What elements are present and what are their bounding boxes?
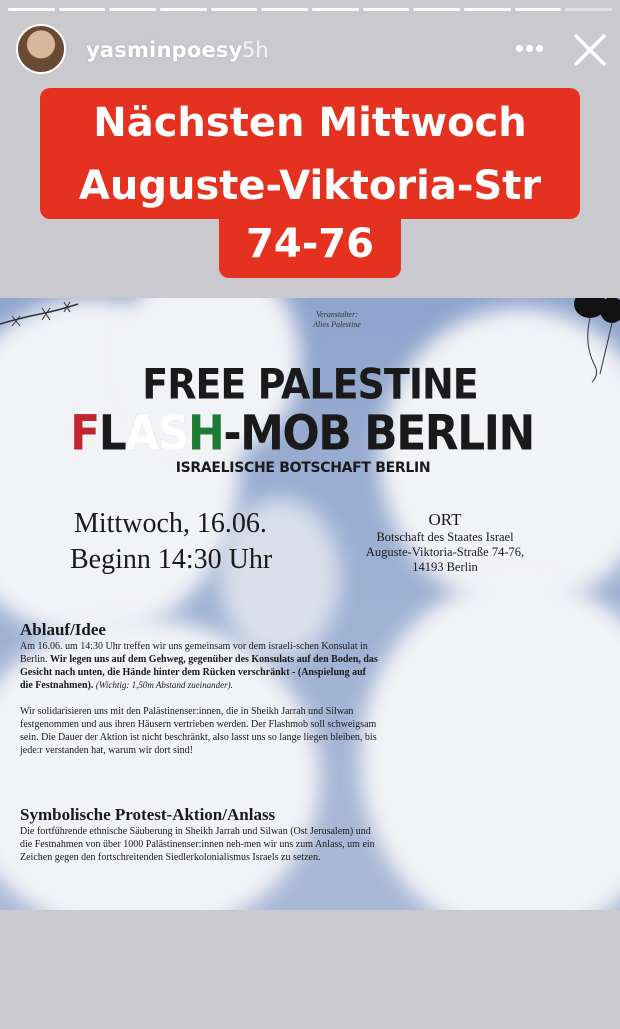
progress-segment <box>413 8 460 11</box>
story-background[interactable] <box>0 910 620 1029</box>
progress-segment <box>312 8 359 11</box>
progress-segment <box>211 8 258 11</box>
section-anlass <box>20 805 380 864</box>
flyer-image <box>0 298 620 910</box>
text-sticker-line-3: 74-76 <box>219 216 401 278</box>
avatar[interactable] <box>16 24 66 74</box>
barbed-wire-icon <box>0 300 80 330</box>
section-paragraph: Die fortführende ethnische Säuberung in Sheikh Jarrah und Silwan (Ost Jerusalem) und die Festnahmen von über 1000 Palästinenser:innen neh-men wir uns zum Anlass, um ein Zeichen gegen den fortschreitenden Siedlerkolonialismus Israels zu setzen. <box>20 826 375 863</box>
title-letter: A <box>125 405 158 462</box>
close-icon[interactable] <box>570 30 610 70</box>
event-date: Mittwoch, 16.06. <box>74 508 267 539</box>
title-letter: F <box>70 405 99 462</box>
more-options-icon[interactable]: ••• <box>514 33 546 63</box>
progress-segment <box>515 8 562 11</box>
story-progress-bar <box>8 8 612 11</box>
paragraph-note: (Wichtig: 1,50m Abstand zueinander). <box>95 680 233 690</box>
title-letter: H <box>188 405 224 462</box>
flyer-subtitle: ISRAELISCHE BOTSCHAFT BERLIN <box>175 460 431 476</box>
location-line: 14193 Berlin <box>412 560 478 574</box>
progress-segment <box>160 8 207 11</box>
text-sticker-line-1: Nächsten Mittwoch <box>40 88 580 156</box>
event-start-time: Beginn 14:30 Uhr <box>70 544 273 575</box>
location-line: Auguste-Viktoria-Straße 74-76, <box>365 545 525 559</box>
paragraph-text: Am 16.06. um 14:30 Uhr treffen wir uns gemeinsam vor dem israeli-schen Konsulat in Berlin. <box>20 641 368 665</box>
title-letter: S <box>157 405 189 462</box>
section-ablauf <box>20 620 380 757</box>
location-block <box>330 510 560 575</box>
title-letter: L <box>98 405 126 462</box>
organizer-name: Alies Palestine <box>313 320 361 329</box>
location-heading: ORT <box>428 510 462 529</box>
paragraph-bold-text: Wir legen uns auf dem Gehweg, gegenüber des Konsulats auf den Boden, das Gesicht nach unten, die Hände hinter dem Rücken verschränkt - (Anspielung auf die Festnahmen). <box>20 654 378 691</box>
section-heading: Ablauf/Idee <box>20 620 106 639</box>
progress-segment <box>59 8 106 11</box>
flyer-title-line-2 <box>0 405 604 461</box>
progress-segment <box>109 8 156 11</box>
progress-segment <box>363 8 410 11</box>
text-sticker-line-2: Auguste-Viktoria-Str <box>40 155 580 219</box>
section-heading: Symbolische Protest-Aktion/Anlass <box>20 805 276 824</box>
progress-segment <box>565 8 612 11</box>
username[interactable]: yasminpoesy <box>86 38 243 62</box>
story-timestamp: 5h <box>242 38 269 62</box>
progress-segment <box>464 8 511 11</box>
section-paragraph: Wir solidarisieren uns mit den Palästinenser:innen, die in Sheikh Jarrah und Silwan festgenommen und aus ihren Häusern vertrieben werden. Der Flashmob soll schweigsam sein. Die Dauer der Aktion ist nicht beschränkt, also lasst uns so lange liegen bleiben, bis jede:r verstanden hat, warum wir dort sind! <box>20 706 377 756</box>
organizer-label: Veranstalter: <box>316 310 358 319</box>
organizer-text <box>282 310 392 330</box>
progress-segment <box>8 8 55 11</box>
flyer-title-line-1: FREE PALESTINE <box>142 359 478 409</box>
location-line: Botschaft des Staates Israel <box>376 530 514 544</box>
section-paragraph <box>20 640 380 692</box>
progress-segment <box>261 8 308 11</box>
cloud-shape <box>360 578 620 910</box>
title-rest: -MOB BERLIN <box>223 405 534 462</box>
